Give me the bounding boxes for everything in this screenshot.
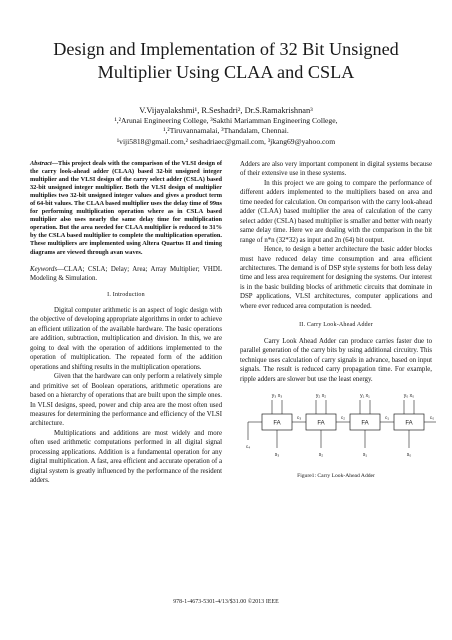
- author-names: V.Vijayalakshmi¹, R.Seshadri², Dr.S.Ramakrishnan³: [139, 106, 313, 115]
- keywords-text: —CLAA; CSLA; Delay; Area; Array Multiplier; VHDL Modeling & Simulation.: [30, 265, 222, 282]
- fa-input-label-0: y₃ x₃: [271, 392, 283, 399]
- carry-label-1: c₃: [296, 415, 302, 421]
- affiliation-line-2: ¹,²Tiruvannamalai, ³Thandalam, Chennai.: [163, 126, 289, 136]
- fa-input-label-1: y₂ x₂: [315, 392, 327, 399]
- claa-paragraph-1: Carry Look Ahead Adder can produce carries faster due to parallel generation of the carry bits by using additional circuitry. This technique uses calculation of carry signals in advance, based on input signals. The result is reduced carry propagation time. For example, ripple adders are slower but use the least energy.: [240, 337, 432, 383]
- fa-sum-label-3: s₀: [406, 451, 412, 458]
- section-heading-claa: II. Carry Look-Ahead Adder: [299, 322, 373, 329]
- carry-label-0: c₀: [429, 415, 435, 421]
- fa-sum-label-1: s₂: [318, 451, 324, 458]
- intro-paragraph-3: Multiplications and additions are most widely and more often used arithmetic computations performed in all digital signal processing applications. Addition is a fundamental operation for any digital multiplication. A fast, area efficient and accurate operation of a digital system is greatly influenced by the performance of the resident adders.: [30, 429, 222, 485]
- affiliation-line-1: ¹,²Arunai Engineering College, ³Sakthi Mariamman Engineering College,: [114, 116, 338, 126]
- title-line-1: Design and Implementation of 32 Bit Unsigned: [53, 39, 399, 59]
- full-adder-label-3: FA: [405, 420, 413, 427]
- full-adder-label-1: FA: [317, 420, 325, 427]
- intro-paragraph-1: Digital computer arithmetic is an aspect of logic design with the objective of developing appropriate algorithms in order to achieve an efficient utilization of the available hardware. The basic operations are addition, subtraction, multiplication and division. In this, we are going to deal with the operation of additions implemented to the operation of multiplication. The repeated form of the addition operations and shifting results in the multiplication operations.: [30, 307, 222, 371]
- intro-paragraph-2: Given that the hardware can only perform a relatively simple and primitive set of Boolean operations, arithmetic operations are based on a hierarchy of operations that are built upon the simple ones. In VLSI designs, speed, power and chip area are the most often used measures for determining the performance and efficiency of the VLSI architecture.: [30, 373, 222, 428]
- abstract-lead: Abstract: [30, 160, 52, 167]
- left-column: [30, 160, 222, 486]
- author-block: [60, 106, 392, 147]
- right-paragraph-0: Adders are also very important component in digital systems because of their extensive use in these systems.: [240, 161, 432, 178]
- paper-title: [30, 38, 422, 84]
- carry-lookahead-adder-diagram: [240, 390, 435, 470]
- keywords: [30, 265, 222, 283]
- fa-sum-label-2: s₁: [362, 451, 368, 458]
- footer-copyright: 978-1-4673-5301-4/13/$31.00 ©2013 IEEE: [173, 599, 279, 605]
- carry-label-4: c₄: [245, 444, 251, 450]
- keywords-lead: Keywords: [30, 265, 58, 273]
- fa-sum-label-0: s₃: [274, 451, 280, 458]
- abstract-text: —This project deals with the comparison of the VLSI design of the carry look-ahead adder (CLAA) based 32-bit unsigned integer multiplier and the VLSI design of the carry select adder (CSLA) based 32-bit unsigned integer multiplier. Both the VLSI design of multiplier multiplies two 32-bit unsigned integer values and gives a product term of 64-bit values. The CLAA based multiplier uses the delay time of 99ns for performing multiplication operation where as in CSLA based multiplier also uses nearly the same delay time for multiplication operation. But the area needed for CLAA multiplier is reduced to 31% by the CSLA based multiplier to complete the multiplication operation. These multipliers are implemented using Altera Quartus II and timing diagrams are viewed through avan waves.: [30, 160, 222, 256]
- carry-label-2: c₂: [340, 415, 346, 421]
- right-column: [240, 160, 435, 479]
- right-paragraph-1: In this project we are going to compare the performance of different adders implemented to the multipliers based on area and time needed for calculation. On comparison with the carry look-ahead adder (CLAA) based multiplier the area of calculation of the carry select adder (CSLA) based multiplier is smaller and better with nearly same delay time. Here we are dealing with the comparison in the bit range of n*n (32*32) as input and 2n (64) bit output.: [240, 179, 432, 244]
- author-emails: ¹viji5818@gmail.com,² seshadriaec@gmail.com, ³jkang69@yahoo.com: [116, 136, 336, 146]
- title-line-2: Multiplier Using CLAA and CSLA: [97, 62, 355, 82]
- full-adder-label-0: FA: [273, 420, 281, 427]
- full-adder-label-2: FA: [361, 420, 369, 427]
- section-heading-introduction: I. Introduction: [107, 291, 145, 298]
- fa-input-label-2: y₁ x₁: [360, 392, 370, 399]
- fa-input-label-3: y₀ x₀: [403, 392, 415, 399]
- claa-figure: [240, 390, 435, 479]
- figure-caption: Figure1: Carry Look-Ahead Adder: [297, 472, 375, 479]
- carry-label-3: c₁: [384, 415, 390, 421]
- right-paragraph-2: Hence, to design a better architecture the basic adder blocks must have reduced delay time consumption and area efficient architectures. The demand is of DSP style systems for both less delay time and less area requirement for designing the systems. Our interest is in the basic building blocks of arithmetic circuits that dominate in DSP applications, VLSI architectures, computer applications and where ever reduced area computation is needed.: [240, 246, 432, 310]
- abstract: [30, 160, 222, 257]
